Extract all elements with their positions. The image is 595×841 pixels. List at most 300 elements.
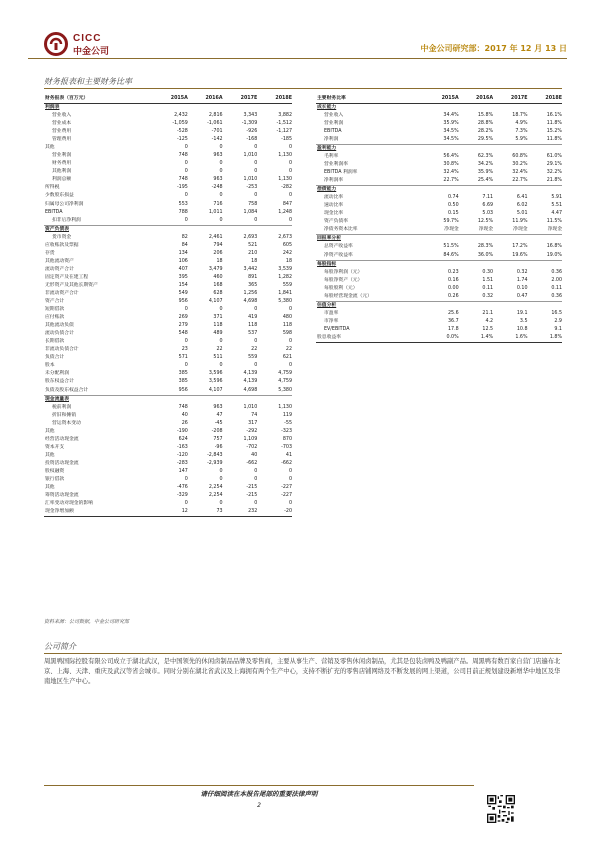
ratios-row [316, 334, 562, 343]
statements-row [44, 136, 292, 144]
cell-value: -1,127 [276, 129, 292, 135]
cell-value: -215 [246, 493, 258, 499]
cell-value: 23 [181, 347, 188, 353]
cell-value: 0 [254, 501, 258, 507]
cell-value: 1,084 [243, 209, 258, 215]
cell-value: 118 [213, 323, 223, 329]
row-label: 市盈率 [324, 310, 339, 316]
cell-value: 0.00 [447, 285, 459, 291]
cell-value: 758 [248, 201, 258, 207]
cell-value: -2,939 [207, 460, 223, 466]
statements-row [44, 484, 292, 492]
statements-row [44, 266, 292, 274]
cell-value: 4,107 [208, 387, 223, 393]
cell-value: -662 [246, 460, 258, 466]
ratios-section-row [316, 186, 562, 195]
ratios-row [316, 269, 562, 277]
ratios-year-header: 2015A [424, 95, 458, 104]
statements-row [44, 144, 292, 152]
cell-value: 559 [282, 282, 292, 288]
cell-value: -248 [211, 185, 223, 191]
cell-value: -329 [176, 493, 188, 499]
cell-value: 232 [223, 508, 258, 517]
ratios-row [316, 252, 562, 261]
cell-value [528, 235, 562, 244]
row-label: 无形资产及其他长期资产 [45, 282, 98, 288]
cell-value: 34.2% [477, 162, 494, 168]
cell-value: 0 [254, 169, 258, 175]
cell-value [528, 260, 562, 269]
ratios-row [316, 243, 562, 251]
cell-value: 269 [178, 315, 188, 321]
intro-divider [44, 653, 562, 654]
cell-value: 0 [219, 161, 223, 167]
cell-value: 18 [216, 258, 223, 264]
company-intro-title: 公司简介 [44, 642, 76, 651]
cell-value: 21.1 [482, 310, 494, 316]
cell-value [188, 395, 223, 404]
cell-value [223, 395, 258, 404]
cell-value: 2.9 [554, 318, 562, 324]
cell-value: 0 [288, 476, 292, 482]
cell-value: 28.2% [477, 129, 494, 135]
statements-row [44, 346, 292, 354]
ratios-row [316, 285, 562, 293]
ratios-row [316, 277, 562, 285]
cell-value: 0 [288, 169, 292, 175]
financial-statements-table [44, 95, 292, 517]
cell-value: 365 [248, 282, 258, 288]
cell-value: 32.2% [546, 170, 562, 176]
ratios-section-row [316, 104, 562, 113]
cell-value: -323 [281, 428, 292, 434]
cell-value: 74 [251, 412, 258, 418]
statements-row [44, 378, 292, 386]
row-label: 其他流动资产 [45, 258, 74, 264]
cell-value: 0 [219, 307, 223, 313]
ratios-row [316, 194, 562, 202]
cell-value: 1,130 [278, 153, 292, 159]
cell-value: 61.0% [546, 154, 562, 160]
row-label: 其他 [45, 452, 55, 458]
ratios-row [316, 128, 562, 136]
cell-value: 62.3% [477, 154, 494, 160]
row-label: EV/EBITDA [324, 326, 350, 332]
cell-value: -20 [257, 508, 292, 517]
cell-value: 794 [213, 242, 223, 248]
cell-value: 0 [288, 468, 292, 474]
statements-row [44, 128, 292, 136]
cell-value: -702 [246, 444, 258, 450]
row-label: 资本开支 [45, 444, 65, 450]
financial-ratios-table [316, 95, 562, 343]
cell-value [153, 225, 188, 234]
cell-value: 1,282 [278, 274, 292, 280]
header-divider [28, 58, 567, 59]
cell-value: 15.2% [546, 129, 562, 135]
cell-value [257, 395, 292, 404]
cell-value: 0 [288, 339, 292, 345]
cell-value: 1.8% [528, 334, 562, 343]
cell-value: 4.2 [485, 318, 494, 324]
row-label: 未分配利润 [45, 371, 69, 377]
cell-value: 0 [219, 363, 223, 369]
cell-value: 36.0% [477, 252, 494, 258]
statements-row [44, 242, 292, 250]
cell-value: 6.41 [516, 195, 528, 201]
row-label: EBITDA 利润率 [324, 170, 358, 176]
ratios-row [316, 326, 562, 334]
statements-row [44, 508, 292, 517]
cell-value: 1,109 [243, 436, 258, 442]
section-heading: 成长能力 [316, 104, 424, 113]
cell-value: 0 [219, 193, 223, 199]
cell-value: 419 [248, 315, 258, 321]
section-heading: 估值分析 [316, 301, 424, 310]
cell-value: 5,380 [278, 299, 292, 304]
row-label: 营业利润 [52, 153, 72, 159]
statements-row [44, 412, 292, 420]
cell-value: 242 [282, 250, 292, 256]
statements-row [44, 322, 292, 330]
cell-value: 4.47 [551, 211, 562, 217]
cell-value: 3.5 [519, 318, 528, 324]
statements-year-header: 2016A [188, 95, 223, 104]
cell-value: 1.51 [482, 277, 494, 283]
logo-text-cn: 中金公司 [73, 47, 110, 57]
cell-value: -701 [211, 129, 223, 135]
ratios-year-header: 2016A [459, 95, 493, 104]
ratios-row [316, 136, 562, 145]
ratios-row [316, 120, 562, 128]
cell-value [493, 301, 527, 310]
row-label: 毛利率 [324, 154, 339, 160]
cell-value: 22 [285, 347, 292, 353]
cell-value: 12 [153, 508, 188, 517]
cell-value [459, 145, 493, 154]
row-label: 营业收入 [52, 113, 72, 119]
cell-value: 59.7% [443, 219, 459, 225]
cell-value: 4,698 [243, 387, 258, 393]
statements-row [44, 176, 292, 184]
row-label: 市净率 [324, 318, 339, 324]
cell-value: 16.1% [546, 113, 562, 119]
statements-row [44, 330, 292, 338]
cell-value: 41 [285, 452, 292, 458]
statements-row [44, 209, 292, 217]
cell-value: 1,841 [278, 290, 292, 296]
row-label: 税前利润 [52, 404, 72, 410]
cell-value: 963 [213, 404, 223, 410]
ratios-section-row [316, 145, 562, 154]
statements-row [44, 460, 292, 468]
cell-value: 624 [178, 436, 188, 442]
cell-value: 118 [248, 323, 258, 329]
cell-value: 5.51 [551, 203, 562, 209]
cell-value: 206 [213, 250, 223, 256]
cell-value: 47 [216, 412, 223, 418]
cell-value: 1,248 [278, 209, 292, 215]
cell-value: 净现金 [547, 227, 562, 233]
report-date-header: 中金公司研究部：2017 年 12 月 13 日 [420, 44, 567, 53]
cell-value: -282 [281, 185, 292, 191]
cell-value: 17.2% [512, 244, 528, 250]
cell-value: 19.0% [546, 252, 562, 258]
cell-value: 511 [213, 355, 223, 361]
cell-value [257, 104, 292, 113]
row-label: 净利润率 [324, 178, 344, 184]
cell-value [528, 104, 562, 113]
cell-value: 4,698 [243, 299, 258, 304]
cell-value: 12.5% [477, 219, 494, 225]
section-heading: 偿债能力 [316, 186, 424, 195]
cell-value: 4,107 [208, 299, 223, 304]
cell-value: 0 [184, 501, 188, 507]
cell-value: -215 [246, 484, 258, 490]
cell-value: 4,139 [243, 379, 258, 385]
cell-value: 0.10 [516, 285, 528, 291]
cell-value: 0.16 [447, 277, 459, 283]
cell-value: 0 [288, 145, 292, 151]
cell-value: 748 [178, 177, 188, 183]
row-label: 每股净资产（元） [324, 277, 363, 283]
row-label: 固定资产及在建工程 [45, 274, 89, 280]
statements-section-row [44, 395, 292, 404]
cell-value: 0 [254, 217, 258, 223]
row-label: 货币资金 [52, 234, 72, 240]
cell-value: 1.74 [516, 277, 528, 283]
statements-row [44, 428, 292, 436]
statements-row [44, 234, 292, 242]
cell-value: 748 [178, 153, 188, 159]
cell-value: 3,596 [208, 371, 223, 377]
statements-title: 财务报表（百万元） [44, 95, 153, 104]
cell-value: 0.47 [516, 293, 528, 299]
row-label: 营业收入 [324, 113, 344, 119]
cell-value: -253 [246, 185, 258, 191]
cell-value: 5.91 [551, 195, 562, 201]
ratios-row [316, 169, 562, 177]
cell-value: 82 [181, 234, 188, 240]
cell-value: 30.8% [443, 162, 459, 168]
row-label: 归属母公司净利润 [45, 201, 84, 207]
data-source-note: 资料来源：公司数据，中金公司研究部 [44, 619, 130, 625]
row-label: 所得税 [45, 185, 60, 191]
cell-value: 19.6% [512, 252, 528, 258]
cell-value: 553 [178, 201, 188, 207]
cell-value: 956 [178, 387, 188, 393]
cell-value: 1.4% [459, 334, 493, 343]
cell-value: 0 [254, 476, 258, 482]
cell-value: 4.9% [515, 121, 528, 127]
cell-value: 0 [254, 307, 258, 313]
cell-value: 34.5% [443, 137, 459, 143]
cell-value: -125 [176, 137, 188, 143]
cell-value: 0 [184, 161, 188, 167]
statements-row [44, 184, 292, 192]
cell-value: 963 [213, 177, 223, 183]
cell-value: 0.11 [482, 285, 494, 291]
cell-value: 1,130 [278, 404, 292, 410]
cell-value: 106 [178, 258, 188, 264]
row-label: 股本 [45, 363, 55, 369]
cell-value: 15.8% [477, 113, 494, 119]
row-label: 股东权益合计 [45, 379, 74, 385]
page-number: 2 [257, 802, 261, 809]
cell-value [424, 186, 458, 195]
statements-row [44, 192, 292, 200]
ratios-year-header: 2017E [493, 95, 527, 104]
ratios-row [316, 310, 562, 318]
cell-value: 870 [282, 436, 292, 442]
cell-value: 2,432 [174, 113, 188, 119]
cell-value: 154 [178, 282, 188, 288]
cell-value: 净现金 [513, 227, 528, 233]
cell-value: 1,010 [243, 153, 258, 159]
row-label: 扣非后净利润 [52, 217, 81, 223]
footer-divider [44, 785, 474, 786]
cell-value: 963 [213, 153, 223, 159]
row-label: 利润总额 [52, 177, 72, 183]
row-label: 其他利润 [52, 169, 72, 175]
cell-value: 7.3% [515, 129, 528, 135]
qr-code-icon [487, 795, 515, 823]
cell-value: 0 [184, 307, 188, 313]
row-label: 速动比率 [324, 203, 344, 209]
cell-value: 0.23 [447, 269, 459, 275]
row-label: 股息收益率 [316, 334, 424, 343]
cell-value: 571 [178, 355, 188, 361]
cell-value: 0 [184, 476, 188, 482]
statements-row [44, 290, 292, 298]
cell-value: -120 [176, 452, 188, 458]
cell-value: 548 [178, 331, 188, 337]
statements-row [44, 444, 292, 452]
cell-value: 279 [178, 323, 188, 329]
cell-value: 371 [213, 315, 223, 321]
statements-row [44, 436, 292, 444]
cell-value: -1,061 [207, 121, 223, 127]
cell-value [223, 225, 258, 234]
row-label: 资产合计 [45, 299, 65, 304]
cell-value [459, 186, 493, 195]
cell-value: 56.4% [443, 154, 459, 160]
cell-value: 0 [184, 339, 188, 345]
cell-value: 956 [178, 299, 188, 304]
section-title: 财务报表和主要财务比率 [44, 77, 132, 86]
cell-value: -1,512 [276, 121, 292, 127]
cell-value: 40 [181, 412, 188, 418]
cell-value: 460 [213, 274, 223, 280]
cell-value: 18 [251, 258, 258, 264]
cell-value [424, 104, 458, 113]
cell-value: 51.5% [443, 244, 459, 250]
cell-value: -227 [281, 484, 292, 490]
cell-value: 0.30 [482, 269, 494, 275]
cell-value: 0 [184, 145, 188, 151]
statements-header-row [44, 95, 292, 104]
cell-value: 0.74 [447, 195, 459, 201]
cell-value: 30.2% [512, 162, 528, 168]
row-label: 财务费用 [52, 161, 72, 167]
row-label: 经营活动现金流 [45, 436, 79, 442]
cell-value: 29.1% [546, 162, 562, 168]
ratios-row [316, 293, 562, 302]
ratios-section-row [316, 301, 562, 310]
cell-value [493, 235, 527, 244]
cell-value: 0 [184, 193, 188, 199]
cell-value: 119 [282, 412, 292, 418]
row-label: 非流动负债合计 [45, 347, 79, 353]
cell-value: 0 [219, 501, 223, 507]
cell-value: -195 [176, 185, 188, 191]
cell-value: 0 [254, 339, 258, 345]
statements-row [44, 250, 292, 258]
ratios-row [316, 177, 562, 186]
cell-value: 0.36 [551, 293, 562, 299]
cell-value: -185 [281, 137, 292, 143]
cell-value: 1,010 [243, 404, 258, 410]
cell-value: 3,479 [208, 266, 223, 272]
cell-value: 60.8% [512, 154, 528, 160]
cell-value: 0 [219, 145, 223, 151]
cell-value: 11.5% [546, 219, 562, 225]
cell-value: 84.6% [443, 252, 459, 258]
cell-value: 1.6% [493, 334, 527, 343]
ratios-row [316, 318, 562, 326]
cell-value: 11.9% [512, 219, 528, 225]
cell-value: -528 [176, 129, 188, 135]
cell-value: 6.02 [516, 203, 528, 209]
statements-row [44, 387, 292, 396]
cell-value: 3,882 [278, 113, 292, 119]
cell-value: 12.5 [482, 326, 494, 332]
cell-value [424, 301, 458, 310]
row-label: 股权融资 [45, 468, 65, 474]
cell-value: 35.9% [477, 170, 494, 176]
cell-value: -208 [211, 428, 223, 434]
cell-value: -283 [176, 460, 188, 466]
statements-row [44, 274, 292, 282]
cicc-logo-icon [44, 32, 68, 56]
cell-value: -1,309 [241, 121, 258, 127]
cell-value: 537 [248, 331, 258, 337]
cell-value [528, 186, 562, 195]
cell-value: 757 [213, 436, 223, 442]
statements-row [44, 217, 292, 226]
cell-value: 788 [178, 209, 188, 215]
cell-value: 549 [178, 290, 188, 296]
cell-value: -142 [211, 137, 223, 143]
section-divider [44, 88, 562, 89]
ratios-year-header: 2018E [528, 95, 562, 104]
cell-value: 0 [184, 169, 188, 175]
row-label: 投资活动现金流 [45, 460, 79, 466]
statements-row [44, 500, 292, 508]
ratios-section-row [316, 260, 562, 269]
statements-row [44, 160, 292, 168]
cell-value: 4,139 [243, 371, 258, 377]
cell-value: 5.03 [482, 211, 494, 217]
row-label: 每股经营现金流（元） [324, 293, 372, 299]
cell-value: 598 [282, 331, 292, 337]
row-label: 营业利润率 [324, 162, 348, 168]
cell-value: 40 [251, 452, 258, 458]
row-label: 长期借款 [45, 339, 65, 345]
row-label: 营业成本 [52, 121, 72, 127]
statements-row [44, 258, 292, 266]
cell-value [459, 301, 493, 310]
